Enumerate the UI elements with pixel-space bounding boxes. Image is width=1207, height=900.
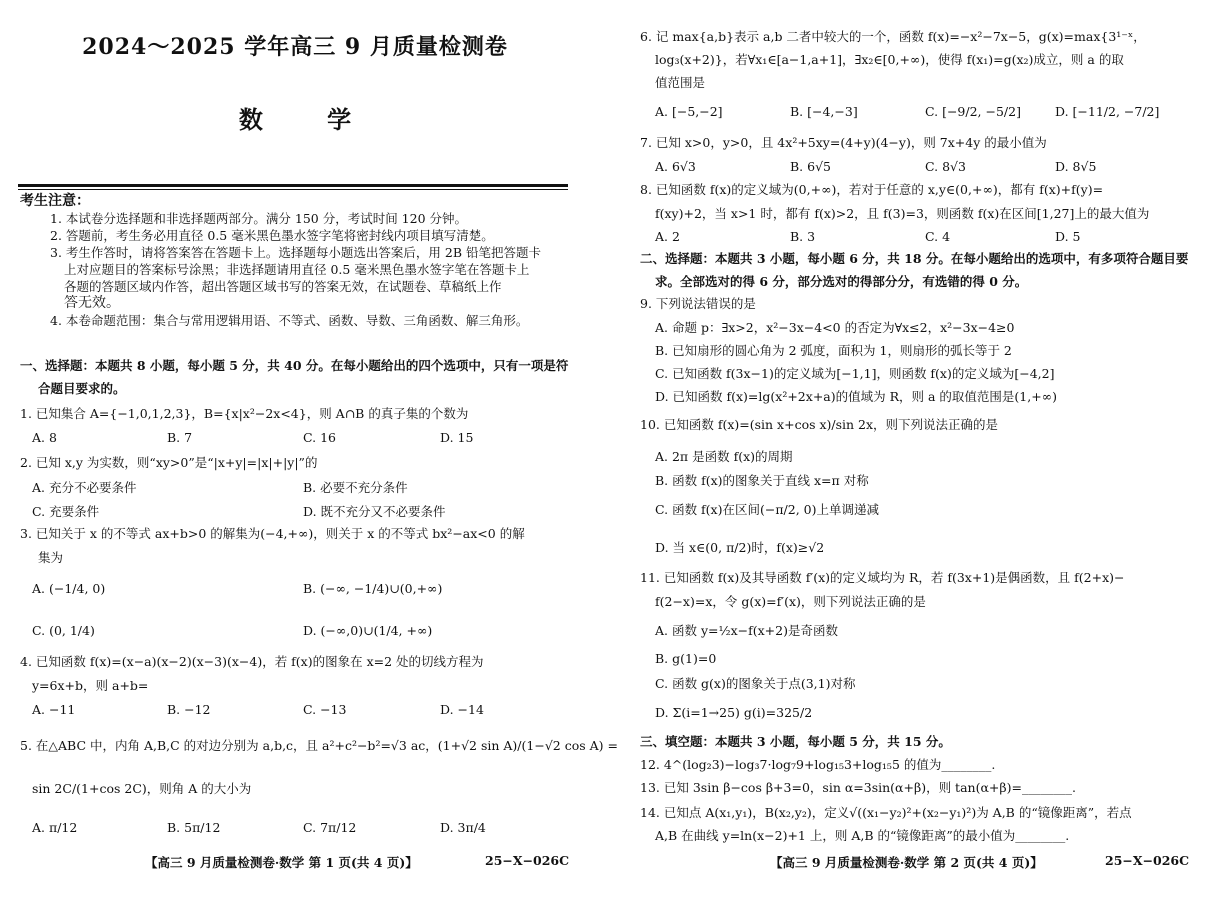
notice-item: 4. 本卷命题范围：集合与常用逻辑用语、不等式、函数、导数、三角函数、解三角形。 — [50, 313, 529, 328]
q9-option-c: C. 已知函数 f(3x−1)的定义域为[−1,1]，则函数 f(x)的定义域为[−4,2] — [655, 366, 1055, 381]
notice-item: 各题的答题区域内作答，超出答题区域书写的答案无效，在试题卷、草稿纸上作 — [64, 279, 502, 294]
subject-title: 数 学 — [238, 105, 380, 134]
page-footer: 【高三 9 月质量检测卷·数学 第 1 页(共 4 页)】 — [145, 855, 418, 870]
q2-option-d: D. 既不充分又不必要条件 — [303, 504, 446, 519]
q5-option-d: D. 3π/4 — [440, 820, 486, 835]
notice-heading: 考生注意： — [20, 193, 90, 209]
q11-option-b: B. g(1)=0 — [655, 651, 717, 666]
question-4: 4. 已知函数 f(x)=(x−a)(x−2)(x−3)(x−4)，若 f(x)的图象在 x=2 处的切线方程为 — [20, 654, 484, 669]
q7-option-a: A. 6√3 — [655, 159, 696, 174]
q6-option-c: C. [−9/2, −5/2] — [925, 104, 1021, 119]
q7-option-b: B. 6√5 — [790, 159, 832, 174]
q5-option-a: A. π/12 — [32, 820, 78, 835]
q1-option-c: C. 16 — [303, 430, 336, 445]
q3-option-b: B. (−∞, −1/4)∪(0,+∞) — [303, 581, 443, 596]
question-11: 11. 已知函数 f(x)及其导函数 f′(x)的定义域均为 R，若 f(3x+1)是偶函数，且 f(2+x)− — [640, 570, 1125, 585]
q9-option-d: D. 已知函数 f(x)=lg(x²+2x+a)的值域为 R，则 a 的取值范围是(1,+∞) — [655, 389, 1057, 404]
divider-thick — [18, 184, 568, 187]
q1-option-b: B. 7 — [167, 430, 193, 445]
question-3: 3. 已知关于 x 的不等式 ax+b>0 的解集为(−4,+∞)，则关于 x 的不等式 bx²−ax<0 的解 — [20, 526, 525, 541]
q11-option-c: C. 函数 g(x)的图象关于点(3,1)对称 — [655, 676, 856, 691]
q10-option-a: A. 2π 是函数 f(x)的周期 — [655, 449, 793, 464]
question-2: 2. 已知 x,y 为实数，则“xy>0”是“|x+y|=|x|+|y|”的 — [20, 455, 318, 470]
question-6-cont: log₃(x+2)}，若∀x₁∈[a−1,a+1]，∃x₂∈[0,+∞)，使得 f(x₁)=g(x₂)成立，则 a 的取 — [655, 52, 1124, 67]
notice-item: 2. 答题前，考生务必用直径 0.5 毫米黑色墨水签字笔将密封线内项目填写清楚。 — [50, 228, 494, 243]
page-footer: 【高三 9 月质量检测卷·数学 第 2 页(共 4 页)】 — [770, 855, 1043, 870]
q11-option-d: D. Σ(i=1→25) g(i)=325/2 — [655, 705, 813, 720]
q1-option-d: D. 15 — [440, 430, 474, 445]
section-3-heading: 三、填空题：本题共 3 小题，每小题 5 分，共 15 分。 — [640, 734, 951, 749]
q10-option-d: D. 当 x∈(0, π/2)时，f(x)≥√2 — [655, 540, 825, 555]
section-2-heading: 二、选择题：本题共 3 小题，每小题 6 分，共 18 分。在每小题给出的选项中，有多项符合题目要 — [640, 251, 1189, 266]
q2-option-b: B. 必要不充分条件 — [303, 480, 408, 495]
question-5-cont: sin 2C/(1+cos 2C)，则角 A 的大小为 — [32, 781, 252, 796]
question-4-cont: y=6x+b，则 a+b= — [32, 678, 149, 693]
q10-option-b: B. 函数 f(x)的图象关于直线 x=π 对称 — [655, 473, 869, 488]
q6-option-b: B. [−4,−3] — [790, 104, 858, 119]
q6-option-d: D. [−11/2, −7/2] — [1055, 104, 1160, 119]
q2-option-a: A. 充分不必要条件 — [32, 480, 137, 495]
q11-option-a: A. 函数 y=½x−f(x+2)是奇函数 — [655, 623, 838, 638]
q3-option-c: C. (0, 1/4) — [32, 623, 95, 638]
q1-option-a: A. 8 — [32, 430, 57, 445]
exam-notice — [20, 193, 570, 329]
q8-option-b: B. 3 — [790, 229, 816, 244]
q4-option-d: D. −14 — [440, 702, 484, 717]
q2-option-c: C. 充要条件 — [32, 504, 100, 519]
q5-option-b: B. 5π/12 — [167, 820, 221, 835]
q3-option-d: D. (−∞,0)∪(1/4, +∞) — [303, 623, 433, 638]
notice-item: 3. 考生作答时，请将答案答在答题卡上。选择题每小题选出答案后，用 2B 铅笔把答题卡 — [50, 245, 541, 260]
paper-code: 25−X−026C — [485, 853, 570, 868]
q9-option-a: A. 命题 p：∃x>2，x²−3x−4<0 的否定为∀x≤2，x²−3x−4≥0 — [655, 320, 1015, 335]
exam-title: 2024～2025 学年高三 9 月质量检测卷 — [82, 34, 508, 60]
question-1: 1. 已知集合 A={−1,0,1,2,3}，B={x|x²−2x<4}，则 A∩B 的真子集的个数为 — [20, 406, 469, 421]
question-14-cont: A,B 在曲线 y=ln(x−2)+1 上，则 A,B 的“镜像距离”的最小值为________. — [655, 828, 1070, 843]
question-6-cont2: 值范围是 — [655, 75, 706, 90]
question-6: 6. 记 max{a,b}表示 a,b 二者中较大的一个，函数 f(x)=−x²−7x−5，g(x)=max{3¹⁻ˣ， — [640, 29, 1146, 44]
question-9: 9. 下列说法错误的是 — [640, 296, 756, 311]
question-3-cont: 集为 — [38, 550, 64, 565]
q8-option-c: C. 4 — [925, 229, 951, 244]
divider-thin — [18, 189, 568, 190]
section-2-heading-cont: 求。全部选对的得 6 分，部分选对的得部分分，有选错的得 0 分。 — [655, 274, 1028, 289]
q4-option-c: C. −13 — [303, 702, 347, 717]
paper-code: 25−X−026C — [1105, 853, 1190, 868]
question-5: 5. 在△ABC 中，内角 A,B,C 的对边分别为 a,b,c，且 a²+c²−b²=√3 ac，(1+√2 sin A)/(1−√2 cos A) = — [20, 738, 618, 753]
q5-option-c: C. 7π/12 — [303, 820, 357, 835]
q3-option-a: A. (−1/4, 0) — [32, 581, 106, 596]
question-10: 10. 已知函数 f(x)=(sin x+cos x)/sin 2x，则下列说法正确的是 — [640, 417, 999, 432]
question-8: 8. 已知函数 f(x)的定义域为(0,+∞)，若对于任意的 x,y∈(0,+∞)，都有 f(x)+f(y)= — [640, 182, 1104, 197]
section-1-heading-cont: 合题目要求的。 — [38, 381, 126, 396]
q4-option-a: A. −11 — [32, 702, 76, 717]
q6-option-a: A. [−5,−2] — [655, 104, 723, 119]
q4-option-b: B. −12 — [167, 702, 211, 717]
question-14: 14. 已知点 A(x₁,y₁)，B(x₂,y₂)，定义√((x₁−y₂)²+(x₂−y₁)²)为 A,B 的“镜像距离”，若点 — [640, 805, 1132, 820]
q8-option-a: A. 2 — [655, 229, 680, 244]
q7-option-c: C. 8√3 — [925, 159, 966, 174]
question-11-cont: f(2−x)=x，令 g(x)=f′(x)，则下列说法正确的是 — [655, 594, 926, 609]
q7-option-d: D. 8√5 — [1055, 159, 1097, 174]
question-13: 13. 已知 3sin β−cos β+3=0，sin α=3sin(α+β)，则 tan(α+β)=________. — [640, 780, 1076, 795]
question-8-cont: f(xy)+2，当 x>1 时，都有 f(x)>2，且 f(3)=3，则函数 f(x)在区间[1,27]上的最大值为 — [655, 206, 1150, 221]
notice-item: 上对应题目的答案标号涂黑；非选择题请用直径 0.5 毫米黑色墨水签字笔在答题卡上 — [64, 262, 530, 277]
q9-option-b: B. 已知扇形的圆心角为 2 弧度，面积为 1，则扇形的弧长等于 2 — [655, 343, 1012, 358]
notice-item: 答无效。 — [64, 295, 120, 311]
q8-option-d: D. 5 — [1055, 229, 1081, 244]
question-12: 12. 4^(log₂3)−log₃7·log₇9+log₁₅3+log₁₅5 的值为________. — [640, 757, 996, 772]
q10-option-c: C. 函数 f(x)在区间(−π/2, 0)上单调递减 — [655, 502, 879, 517]
section-1-heading: 一、选择题：本题共 8 小题，每小题 5 分，共 40 分。在每小题给出的四个选项中，只有一项是符 — [20, 358, 569, 373]
notice-item: 1. 本试卷分选择题和非选择题两部分。满分 150 分，考试时间 120 分钟。 — [50, 211, 468, 226]
question-7: 7. 已知 x>0，y>0，且 4x²+5xy=(4+y)(4−y)，则 7x+4y 的最小值为 — [640, 135, 1047, 150]
right-page — [625, 0, 1200, 900]
